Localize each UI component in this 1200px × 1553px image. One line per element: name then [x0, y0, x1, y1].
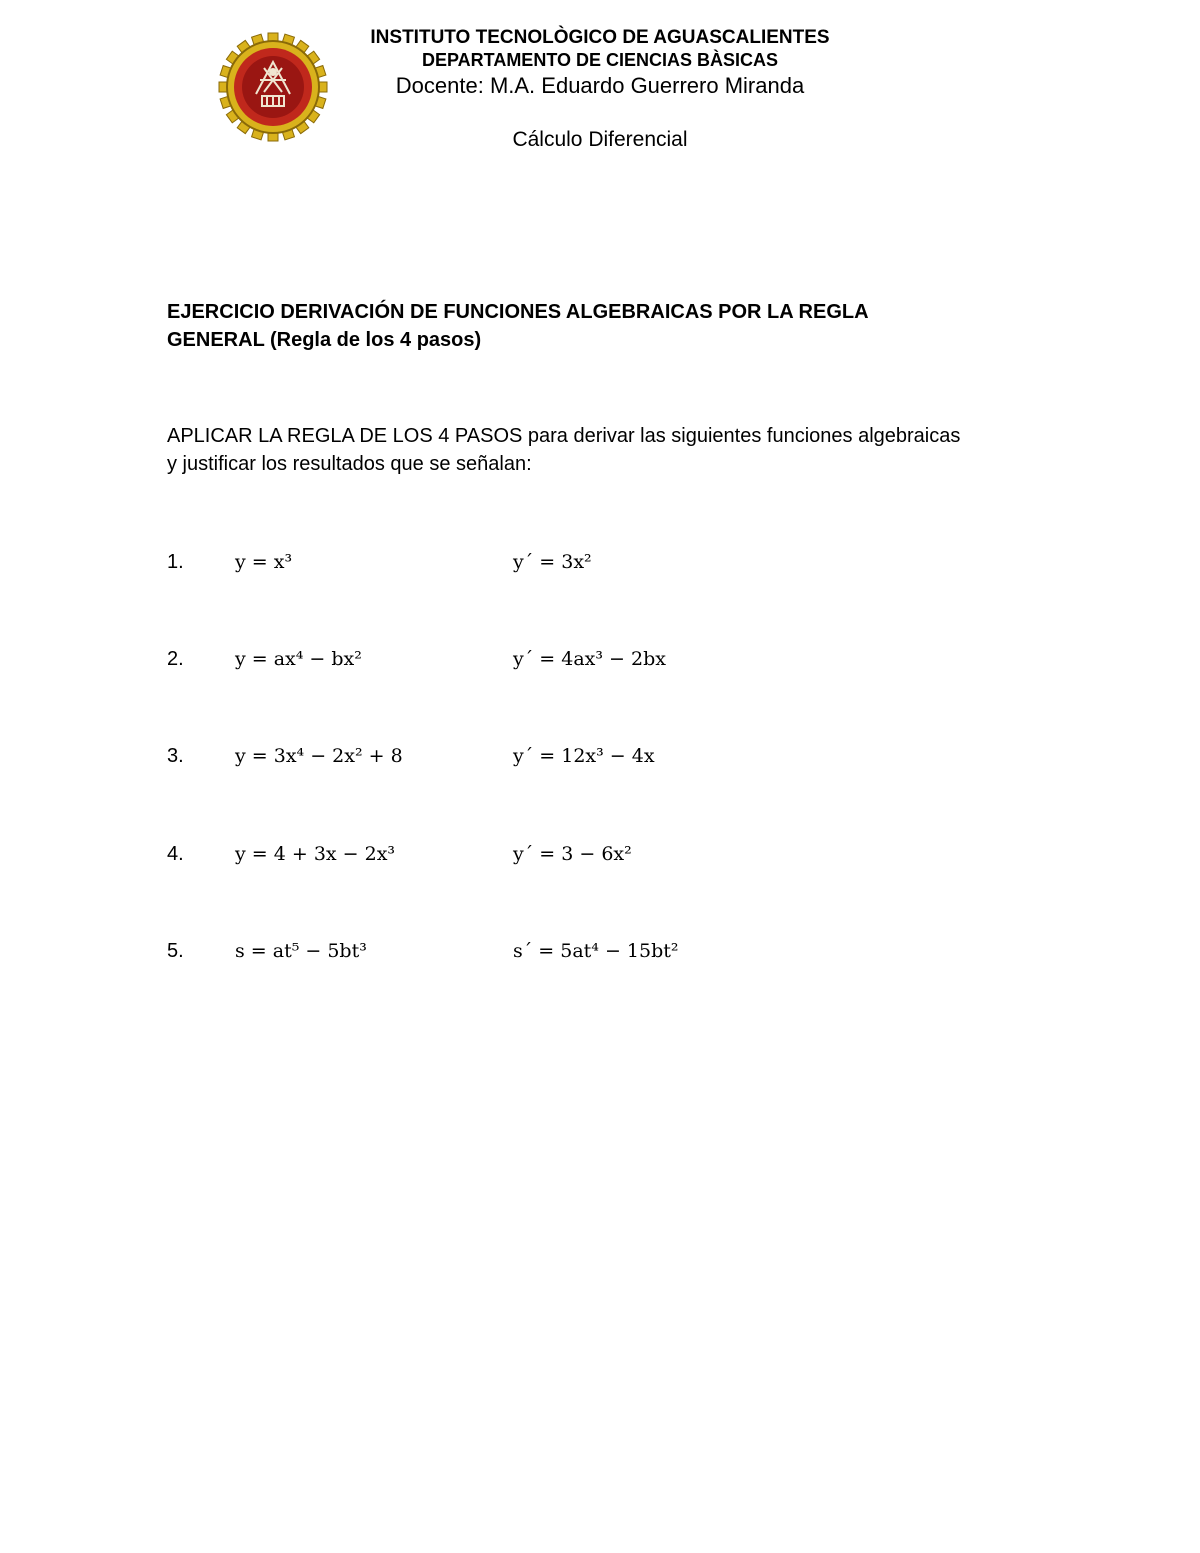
exercise-function: y = x³ — [235, 551, 293, 573]
exercise-number: 4. — [167, 843, 184, 865]
exercise-function: y = ax⁴ − bx² — [235, 648, 362, 670]
exercise-number: 3. — [167, 745, 184, 767]
exercise-function: y = 4 + 3x − 2x³ — [235, 843, 396, 865]
exercise-item-3 — [0, 739, 1200, 773]
exercise-derivative: y´ = 12x³ − 4x — [513, 745, 655, 767]
exercise-item-4 — [0, 837, 1200, 871]
institute-name: INSTITUTO TECNOLÒGICO DE AGUASCALIENTES — [370, 27, 830, 48]
teacher-name: Docente: M.A. Eduardo Guerrero Miranda — [395, 73, 805, 98]
exercise-function: y = 3x⁴ − 2x² + 8 — [235, 745, 403, 767]
department-name: DEPARTAMENTO DE CIENCIAS BÀSICAS — [421, 50, 779, 70]
exercise-number: 1. — [167, 551, 184, 573]
exercise-item-2 — [0, 642, 1200, 676]
instructions-line-2: y justificar los resultados que se señalan: — [167, 453, 532, 475]
exercise-title-line-2: GENERAL (Regla de los 4 pasos) — [167, 329, 482, 351]
exercise-derivative: y´ = 3x² — [513, 551, 592, 573]
exercise-number: 5. — [167, 940, 184, 962]
exercise-number: 2. — [167, 648, 184, 670]
instructions-line-1: APLICAR LA REGLA DE LOS 4 PASOS para derivar las siguientes funciones algebraicas — [167, 425, 961, 447]
exercise-title-line-1: EJERCICIO DERIVACIÓN DE FUNCIONES ALGEBRAICAS POR LA REGLA — [167, 301, 869, 323]
course-name: Cálculo Diferencial — [512, 128, 688, 151]
exercise-item-1 — [0, 545, 1200, 579]
exercise-item-5 — [0, 934, 1200, 968]
exercise-derivative: y´ = 3 − 6x² — [513, 843, 632, 865]
instructions — [167, 422, 1087, 478]
exercise-derivative: y´ = 4ax³ − 2bx — [513, 648, 666, 670]
exercise-function: s = at⁵ − 5bt³ — [235, 940, 367, 962]
exercise-title — [167, 298, 1067, 354]
exercise-derivative: s´ = 5at⁴ − 15bt² — [513, 940, 679, 962]
